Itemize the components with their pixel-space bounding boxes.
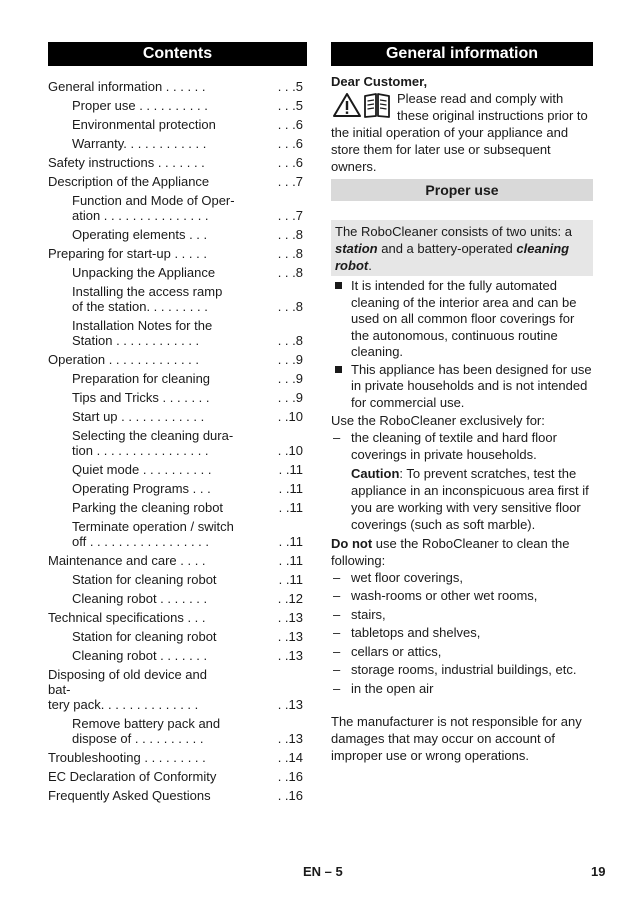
- toc-entry: [48, 769, 307, 784]
- toc-entry-page: . .10: [277, 443, 303, 458]
- table-of-contents: [48, 79, 307, 803]
- list-item: This appliance has been designed for use in private households and is not intended for commercial use.: [331, 362, 593, 412]
- toc-entry: [48, 193, 307, 223]
- list-item: – wash-rooms or other wet rooms,: [333, 588, 538, 603]
- toc-entry-title: Environmental protection: [72, 117, 216, 132]
- toc-entry-title: Quiet mode . . . . . . . . . .: [72, 462, 212, 477]
- toc-entry: [48, 98, 307, 113]
- toc-entry: [48, 265, 307, 280]
- dash-bullet: –: [333, 625, 341, 640]
- safety-icons: [331, 92, 393, 122]
- toc-entry-title: Remove battery pack and dispose of . . . . . . . . . .: [72, 716, 221, 746]
- toc-entry-page: . .13: [277, 629, 303, 644]
- caution-label: Caution: [351, 466, 400, 481]
- toc-entry-page: . . .8: [277, 333, 303, 348]
- toc-entry: [48, 409, 307, 424]
- toc-entry: [48, 648, 307, 663]
- intended-use-list: [331, 278, 593, 411]
- toc-entry-title: Proper use . . . . . . . . . .: [72, 98, 208, 113]
- toc-entry: [48, 284, 307, 314]
- toc-entry-page: . . .6: [277, 136, 303, 151]
- toc-entry-page: . .13: [277, 697, 303, 712]
- toc-entry: [48, 500, 307, 515]
- toc-entry: [48, 591, 307, 606]
- intro-text: Please read and comply with these original instructions prior to the initial operation of your appliance and store them for later use or subsequent owners.: [331, 91, 588, 174]
- dash-bullet: –: [333, 430, 341, 445]
- toc-entry: [48, 155, 307, 170]
- toc-entry-page: . . .7: [277, 174, 303, 189]
- toc-entry-title: Cleaning robot . . . . . . .: [72, 648, 208, 663]
- toc-entry-title: Selecting the cleaning dura- tion . . . . . . . . . . . . . . . .: [72, 428, 234, 458]
- toc-entry: [48, 629, 307, 644]
- toc-entry-title: Operating Programs . . .: [72, 481, 211, 496]
- toc-entry-title: General information . . . . . .: [48, 79, 206, 94]
- language-page-label: EN – 5: [303, 864, 343, 879]
- toc-entry-page: . .13: [277, 731, 303, 746]
- toc-entry-page: . . .9: [277, 352, 303, 367]
- toc-entry-title: Safety instructions . . . . . . .: [48, 155, 205, 170]
- toc-entry-title: Operating elements . . .: [72, 227, 208, 242]
- toc-entry: [48, 610, 307, 625]
- dash-bullet: –: [333, 680, 341, 696]
- toc-entry-title: Installation Notes for the Station . . . . . . . . . . . .: [72, 318, 213, 348]
- toc-entry: [48, 79, 307, 94]
- toc-entry-title: Station for cleaning robot: [72, 629, 217, 644]
- toc-entry-page: . . .5: [277, 79, 303, 94]
- toc-entry: [48, 352, 307, 367]
- toc-entry: [48, 428, 307, 458]
- salutation: Dear Customer,: [331, 74, 428, 89]
- toc-entry: [48, 371, 307, 386]
- toc-entry-page: . .11: [278, 462, 303, 477]
- dash-bullet: –: [333, 643, 341, 659]
- list-item: – cellars or attics,: [333, 643, 442, 659]
- cleaning-robot-term: cleaning robot: [335, 241, 570, 273]
- toc-entry: [48, 519, 307, 549]
- toc-entry-title: Cleaning robot . . . . . . .: [72, 591, 208, 606]
- toc-entry-page: . .10: [277, 409, 303, 424]
- toc-entry-page: . . .8: [277, 246, 303, 261]
- dash-bullet: –: [333, 588, 341, 603]
- toc-entry-title: Maintenance and care . . . .: [48, 553, 206, 568]
- toc-entry-page: . .13: [277, 648, 303, 663]
- dash-bullet: –: [333, 606, 341, 622]
- toc-entry-title: Preparation for cleaning: [72, 371, 211, 386]
- dash-bullet: –: [333, 569, 341, 585]
- toc-entry: [48, 246, 307, 261]
- toc-entry: [48, 318, 307, 348]
- toc-entry-title: Warranty. . . . . . . . . . . .: [72, 136, 207, 151]
- toc-entry-title: Start up . . . . . . . . . . . .: [72, 409, 205, 424]
- toc-entry: [48, 174, 307, 189]
- use-for-list: [331, 429, 593, 533]
- square-bullet-icon: [335, 282, 342, 289]
- toc-entry: [48, 788, 307, 803]
- square-bullet-icon: [335, 366, 342, 373]
- toc-entry-page: . .11: [278, 534, 303, 549]
- list-item: – wet floor coverings,: [333, 569, 463, 585]
- toc-entry-title: Troubleshooting . . . . . . . . .: [48, 750, 206, 765]
- toc-entry-page: . . .9: [277, 390, 303, 405]
- note-text-3: .: [368, 258, 372, 273]
- toc-entry: [48, 667, 307, 712]
- do-not-label: Do not: [331, 535, 373, 551]
- do-not-heading: Do not use the RoboCleaner to clean the following:: [331, 535, 570, 568]
- toc-entry-page: . .12: [277, 591, 303, 606]
- dash-bullet: –: [333, 662, 341, 677]
- toc-entry-page: . .13: [277, 610, 303, 625]
- toc-entry-page: . . .8: [277, 265, 303, 280]
- toc-entry-title: Operation . . . . . . . . . . . . .: [48, 352, 199, 367]
- toc-entry: [48, 572, 307, 587]
- robocleaner-units-note: [331, 220, 593, 276]
- toc-entry-page: . . .5: [277, 98, 303, 113]
- toc-entry: [48, 227, 307, 242]
- toc-entry-page: . . .8: [277, 227, 303, 242]
- toc-entry: [48, 390, 307, 405]
- list-item: – stairs,: [333, 606, 386, 622]
- toc-entry-title: Parking the cleaning robot: [72, 500, 224, 515]
- toc-entry-title: Disposing of old device and bat- tery pack. . . . . . . . . . . . . .: [48, 667, 207, 712]
- toc-entry: [48, 481, 307, 496]
- manual-book-icon: [363, 92, 391, 118]
- toc-entry: [48, 716, 307, 746]
- toc-entry-title: Preparing for start-up . . . . .: [48, 246, 207, 261]
- general-information-heading: General information: [331, 42, 593, 66]
- toc-entry: [48, 136, 307, 151]
- toc-entry-title: Unpacking the Appliance: [72, 265, 216, 280]
- list-item: – the cleaning of textile and hard floor coverings in private households. Caution: To prevent scratches, test the appliance in an inconspicuous area first if you are working with very sensitive floor coverings (such as soft marble).: [331, 429, 593, 533]
- toc-entry-page: . .11: [278, 553, 303, 568]
- list-item: It is intended for the fully automated cleaning of the interior area and can be used on all common floor coverings for the autonomous, continuous routine cleaning.: [331, 278, 593, 361]
- toc-entry-title: Technical specifications . . .: [48, 610, 206, 625]
- station-term: station: [335, 241, 378, 256]
- toc-entry-page: . .16: [277, 769, 303, 784]
- toc-entry-page: . . .6: [277, 155, 303, 170]
- list-item: – storage rooms, industrial buildings, etc.: [333, 662, 577, 677]
- toc-entry-title: Tips and Tricks . . . . . . .: [72, 390, 210, 405]
- warning-triangle-icon: [333, 92, 361, 118]
- note-text-2: and a battery-operated: [377, 241, 517, 256]
- do-not-list: [331, 569, 593, 697]
- toc-entry-page: . .14: [277, 750, 303, 765]
- toc-entry: [48, 462, 307, 477]
- toc-entry-title: Terminate operation / switch off . . . . . . . . . . . . . . . . .: [72, 519, 234, 549]
- toc-entry-title: Function and Mode of Oper- ation . . . . . . . . . . . . . . .: [72, 193, 235, 223]
- toc-entry-page: . . .6: [277, 117, 303, 132]
- toc-entry-page: . .11: [278, 500, 303, 515]
- toc-entry-page: . .11: [278, 572, 303, 587]
- use-for-heading: Use the RoboCleaner exclusively for:: [331, 413, 545, 428]
- toc-entry-page: . . .9: [277, 371, 303, 386]
- toc-entry-title: EC Declaration of Conformity: [48, 769, 217, 784]
- intro-paragraph: [331, 90, 593, 175]
- toc-entry-page: . . .8: [277, 299, 303, 314]
- toc-entry-title: Installing the access ramp of the station. . . . . . . . .: [72, 284, 223, 314]
- general-information-column: [331, 42, 593, 764]
- list-item: – tabletops and shelves,: [333, 625, 481, 640]
- note-text-1: The RoboCleaner consists of two units: a: [335, 224, 573, 239]
- toc-entry: [48, 117, 307, 132]
- toc-entry-page: . .11: [278, 481, 303, 496]
- page-number: 19: [591, 864, 606, 879]
- toc-entry: [48, 750, 307, 765]
- toc-entry-title: Description of the Appliance: [48, 174, 210, 189]
- contents-column: [48, 42, 307, 807]
- toc-entry-title: Station for cleaning robot: [72, 572, 217, 587]
- toc-entry-page: . .16: [277, 788, 303, 803]
- toc-entry: [48, 553, 307, 568]
- toc-entry-page: . . .7: [277, 208, 303, 223]
- proper-use-heading: Proper use: [331, 179, 593, 201]
- contents-heading: Contents: [48, 42, 307, 66]
- caution-note: Caution: To prevent scratches, test the appliance in an inconspicuous area first if you are working with very sensitive floor coverings (such as soft marble).: [351, 466, 589, 532]
- liability-note: The manufacturer is not responsible for any damages that may occur on account of improper use or wrong operations.: [331, 713, 582, 763]
- toc-entry-title: Frequently Asked Questions: [48, 788, 211, 803]
- list-item: – in the open air: [333, 680, 434, 696]
